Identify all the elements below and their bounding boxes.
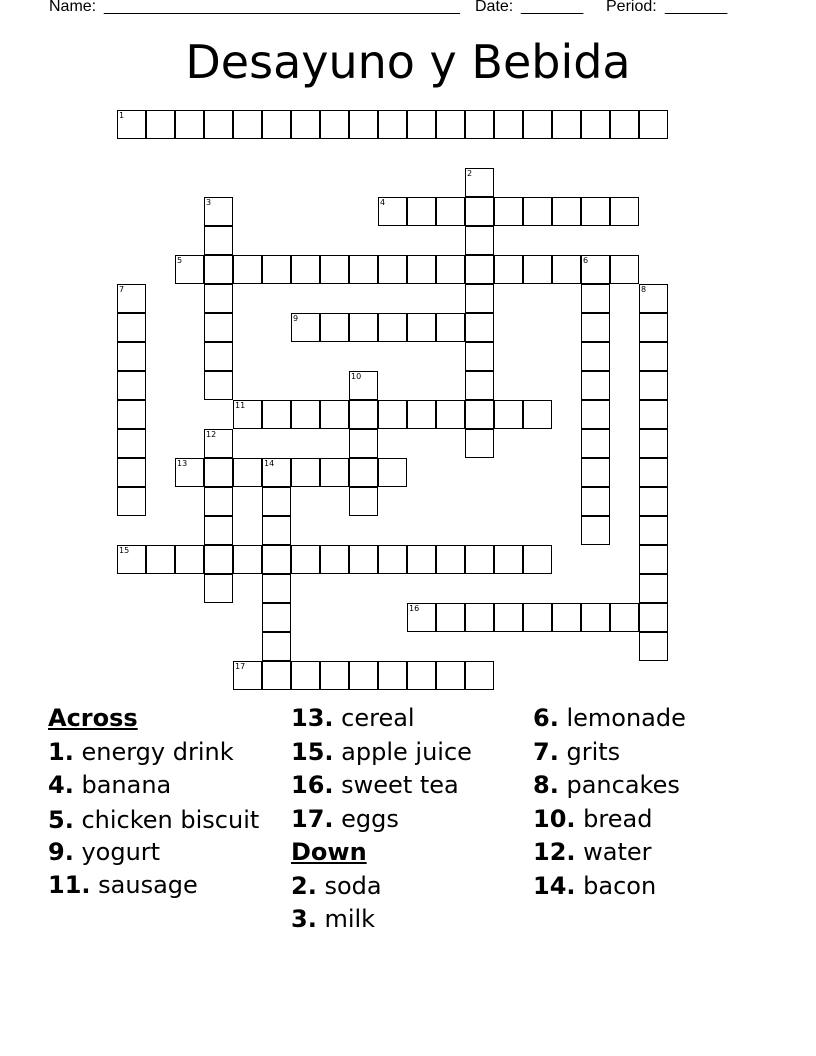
grid-cell[interactable] xyxy=(407,255,436,284)
grid-cell[interactable] xyxy=(262,632,291,661)
grid-cell[interactable] xyxy=(320,545,349,574)
clue-number: 9 xyxy=(293,314,299,323)
grid-cell[interactable] xyxy=(349,429,378,458)
period-blank[interactable]: _______ xyxy=(665,0,728,15)
clue-across: 15. apple juice xyxy=(291,737,472,766)
grid-cell[interactable] xyxy=(378,458,407,487)
clue-down: 3. milk xyxy=(291,905,376,933)
period-label: Period: xyxy=(606,0,657,15)
grid-cell[interactable] xyxy=(204,371,233,400)
clue-across: 9. yogurt xyxy=(48,837,161,866)
clue-down: 7. grits xyxy=(533,737,621,766)
grid-cell[interactable] xyxy=(639,400,668,429)
grid-cell[interactable] xyxy=(639,516,668,545)
clue-across: 4. banana xyxy=(48,771,172,799)
clue-number: 12 xyxy=(206,430,217,439)
grid-cell[interactable] xyxy=(581,313,610,342)
clue-across: 17. eggs xyxy=(291,804,399,833)
grid-cell[interactable] xyxy=(436,255,465,284)
grid-cell[interactable] xyxy=(262,516,291,545)
clues-column-1 xyxy=(48,702,263,903)
clue-number: 15 xyxy=(119,546,130,555)
grid-cell[interactable] xyxy=(494,197,523,226)
grid-cell[interactable] xyxy=(320,400,349,429)
grid-cell[interactable] xyxy=(639,545,668,574)
grid-cell[interactable] xyxy=(552,110,581,139)
clue-number: 6 xyxy=(583,256,589,265)
grid-cell[interactable] xyxy=(436,197,465,226)
grid-cell[interactable] xyxy=(320,313,349,342)
down-heading: Down xyxy=(291,838,367,866)
grid-cell[interactable] xyxy=(639,313,668,342)
grid-cell[interactable] xyxy=(581,516,610,545)
clue-down: 2. soda xyxy=(291,871,382,900)
grid-cell[interactable] xyxy=(117,313,146,342)
clue-across: 16. sweet tea xyxy=(291,771,459,799)
grid-cell[interactable] xyxy=(465,226,494,255)
grid-cell[interactable] xyxy=(610,110,639,139)
grid-cell[interactable] xyxy=(233,545,262,574)
grid-cell[interactable] xyxy=(175,545,204,574)
grid-cell[interactable] xyxy=(523,400,552,429)
grid-cell[interactable] xyxy=(291,458,320,487)
grid-cell[interactable] xyxy=(465,603,494,632)
grid-cell[interactable] xyxy=(349,255,378,284)
grid-cell[interactable] xyxy=(378,255,407,284)
grid-cell[interactable] xyxy=(523,110,552,139)
clue-number: 3 xyxy=(206,198,212,207)
grid-cell[interactable] xyxy=(523,545,552,574)
grid-cell[interactable] xyxy=(465,545,494,574)
clue-down: 6. lemonade xyxy=(533,704,686,732)
clue-number: 5 xyxy=(177,256,183,265)
grid-cell[interactable] xyxy=(349,400,378,429)
clue-number: 11 xyxy=(235,401,246,410)
name-blank[interactable]: ________________________________________ xyxy=(104,0,460,15)
grid-cell[interactable] xyxy=(204,255,233,284)
grid-cell[interactable] xyxy=(465,284,494,313)
grid-cell[interactable] xyxy=(465,342,494,371)
grid-cell[interactable] xyxy=(494,545,523,574)
grid-cell[interactable] xyxy=(581,284,610,313)
grid-cell[interactable] xyxy=(407,545,436,574)
grid-cell[interactable] xyxy=(581,371,610,400)
grid-cell[interactable] xyxy=(146,545,175,574)
grid-cell[interactable] xyxy=(639,110,668,139)
clue-across: 5. chicken biscuit xyxy=(48,805,260,834)
grid-cell[interactable] xyxy=(117,400,146,429)
grid-cell[interactable] xyxy=(465,110,494,139)
grid-cell[interactable] xyxy=(581,400,610,429)
grid-cell[interactable] xyxy=(204,487,233,516)
grid-cell[interactable] xyxy=(465,429,494,458)
grid-cell[interactable] xyxy=(262,545,291,574)
clue-down: 14. bacon xyxy=(533,871,657,900)
grid-cell[interactable] xyxy=(233,458,262,487)
grid-cell[interactable] xyxy=(581,342,610,371)
grid-cell[interactable] xyxy=(639,603,668,632)
name-label: Name: xyxy=(49,0,97,15)
clues-column-2 xyxy=(291,702,521,937)
grid-cell[interactable] xyxy=(204,458,233,487)
grid-cell[interactable] xyxy=(146,110,175,139)
grid-cell[interactable] xyxy=(291,400,320,429)
grid-cell[interactable] xyxy=(639,429,668,458)
grid-cell[interactable] xyxy=(494,110,523,139)
grid-cell[interactable] xyxy=(523,603,552,632)
grid-cell[interactable] xyxy=(349,110,378,139)
grid-cell[interactable] xyxy=(262,487,291,516)
grid-cell[interactable] xyxy=(407,313,436,342)
grid-cell[interactable] xyxy=(117,487,146,516)
grid-cell[interactable] xyxy=(204,342,233,371)
grid-cell[interactable] xyxy=(552,197,581,226)
grid-cell[interactable] xyxy=(291,661,320,690)
grid-cell[interactable] xyxy=(523,197,552,226)
clue-across: 11. sausage xyxy=(48,871,198,899)
clue-down: 8. pancakes xyxy=(533,771,680,799)
grid-cell[interactable] xyxy=(581,429,610,458)
across-heading: Across xyxy=(48,704,138,732)
grid-cell[interactable] xyxy=(639,371,668,400)
grid-cell[interactable] xyxy=(436,603,465,632)
clues-column-3 xyxy=(533,702,793,903)
grid-cell[interactable] xyxy=(204,226,233,255)
grid-cell[interactable] xyxy=(320,661,349,690)
grid-cell[interactable] xyxy=(581,197,610,226)
grid-cell[interactable] xyxy=(436,545,465,574)
clue-across: 13. cereal xyxy=(291,704,415,732)
grid-cell[interactable] xyxy=(494,255,523,284)
grid-cell[interactable] xyxy=(320,458,349,487)
clue-down: 12. water xyxy=(533,838,652,866)
grid-cell[interactable] xyxy=(262,661,291,690)
grid-cell[interactable] xyxy=(465,661,494,690)
grid-cell[interactable] xyxy=(581,110,610,139)
grid-cell[interactable] xyxy=(581,487,610,516)
grid-cell[interactable] xyxy=(204,516,233,545)
grid-cell[interactable] xyxy=(436,313,465,342)
grid-cell[interactable] xyxy=(523,255,552,284)
clue-down: 10. bread xyxy=(533,804,653,833)
grid-cell[interactable] xyxy=(610,197,639,226)
grid-cell[interactable] xyxy=(204,545,233,574)
grid-cell[interactable] xyxy=(378,545,407,574)
grid-cell[interactable] xyxy=(639,632,668,661)
grid-cell[interactable] xyxy=(291,545,320,574)
grid-cell[interactable] xyxy=(262,574,291,603)
grid-cell[interactable] xyxy=(320,110,349,139)
grid-cell[interactable] xyxy=(639,574,668,603)
grid-cell[interactable] xyxy=(291,255,320,284)
grid-cell[interactable] xyxy=(233,110,262,139)
clue-number: 16 xyxy=(409,604,420,613)
grid-cell[interactable] xyxy=(117,342,146,371)
grid-cell[interactable] xyxy=(639,458,668,487)
clue-number: 8 xyxy=(641,285,647,294)
grid-cell[interactable] xyxy=(117,429,146,458)
grid-cell[interactable] xyxy=(494,603,523,632)
grid-cell[interactable] xyxy=(349,458,378,487)
grid-cell[interactable] xyxy=(465,313,494,342)
grid-cell[interactable] xyxy=(639,487,668,516)
grid-cell[interactable] xyxy=(262,255,291,284)
grid-cell[interactable] xyxy=(407,110,436,139)
grid-cell[interactable] xyxy=(233,255,262,284)
grid-cell[interactable] xyxy=(552,255,581,284)
grid-cell[interactable] xyxy=(349,487,378,516)
grid-cell[interactable] xyxy=(610,603,639,632)
grid-cell[interactable] xyxy=(378,110,407,139)
date-blank[interactable]: _______ xyxy=(521,0,584,15)
grid-cell[interactable] xyxy=(378,400,407,429)
clue-number: 17 xyxy=(235,662,246,671)
grid-cell[interactable] xyxy=(349,313,378,342)
grid-cell[interactable] xyxy=(407,197,436,226)
clue-number: 7 xyxy=(119,285,125,294)
grid-cell[interactable] xyxy=(639,342,668,371)
grid-cell[interactable] xyxy=(291,110,320,139)
grid-cell[interactable] xyxy=(349,661,378,690)
grid-cell[interactable] xyxy=(436,110,465,139)
page-title: Desayuno y Bebida xyxy=(185,35,631,89)
grid-cell[interactable] xyxy=(320,255,349,284)
grid-cell[interactable] xyxy=(407,400,436,429)
grid-cell[interactable] xyxy=(378,313,407,342)
grid-cell[interactable] xyxy=(494,400,523,429)
grid-cell[interactable] xyxy=(610,255,639,284)
grid-cell[interactable] xyxy=(349,545,378,574)
grid-cell[interactable] xyxy=(262,110,291,139)
grid-cell[interactable] xyxy=(465,371,494,400)
grid-cell[interactable] xyxy=(117,458,146,487)
clue-number: 4 xyxy=(380,198,386,207)
clue-number: 13 xyxy=(177,459,188,468)
grid-cell[interactable] xyxy=(436,661,465,690)
grid-cell[interactable] xyxy=(204,574,233,603)
grid-cell[interactable] xyxy=(465,255,494,284)
grid-cell[interactable] xyxy=(581,458,610,487)
grid-cell[interactable] xyxy=(407,661,436,690)
grid-cell[interactable] xyxy=(465,400,494,429)
clue-across: 1. energy drink xyxy=(48,737,234,766)
clue-number: 10 xyxy=(351,372,362,381)
grid-cell[interactable] xyxy=(204,284,233,313)
grid-cell[interactable] xyxy=(262,400,291,429)
grid-cell[interactable] xyxy=(204,313,233,342)
grid-cell[interactable] xyxy=(204,110,233,139)
grid-cell[interactable] xyxy=(436,400,465,429)
grid-cell[interactable] xyxy=(175,110,204,139)
grid-cell[interactable] xyxy=(581,603,610,632)
grid-cell[interactable] xyxy=(262,603,291,632)
clue-number: 1 xyxy=(119,111,125,120)
grid-cell[interactable] xyxy=(117,371,146,400)
date-label: Date: xyxy=(475,0,514,15)
clue-number: 2 xyxy=(467,169,473,178)
grid-cell[interactable] xyxy=(552,603,581,632)
grid-cell[interactable] xyxy=(465,197,494,226)
clue-number: 14 xyxy=(264,459,275,468)
grid-cell[interactable] xyxy=(378,661,407,690)
